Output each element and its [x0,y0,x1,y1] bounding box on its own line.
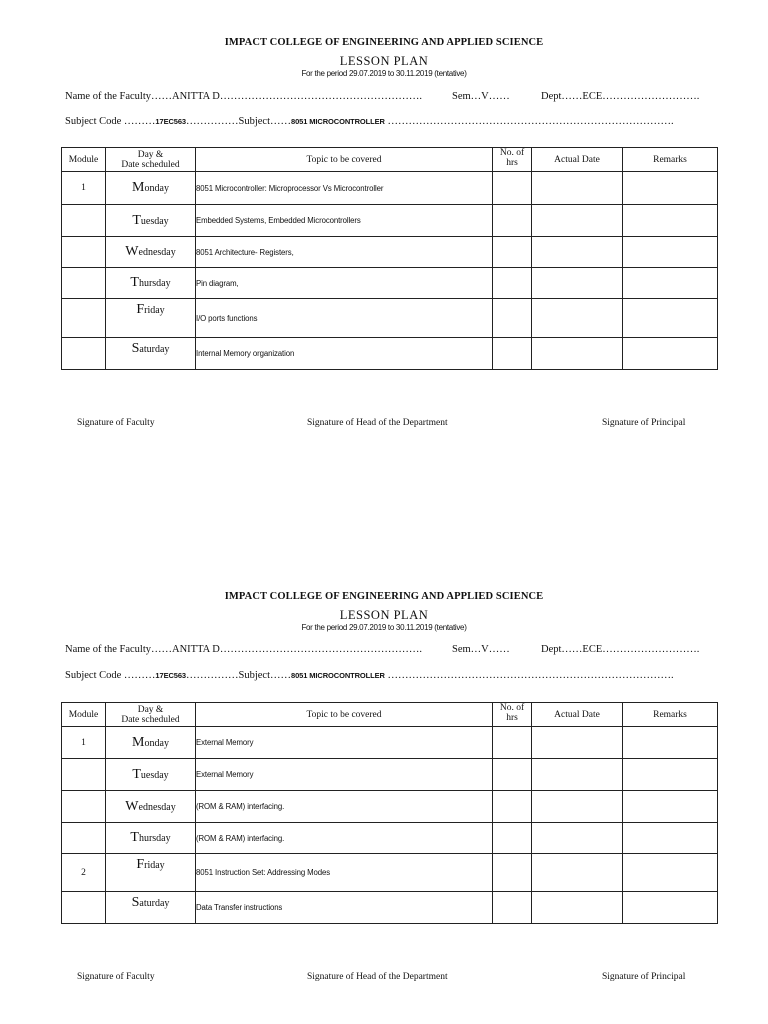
faculty-label: Name of the Faculty [65,91,152,102]
actual-date-cell [532,759,623,791]
signature-faculty: Signature of Faculty [77,418,155,428]
day-cell: Thursday [106,823,196,854]
hrs-cell [493,237,532,268]
hrs-cell [493,854,532,892]
module-cell [62,338,106,370]
actual-date-cell [532,205,623,237]
hrs-cell [493,205,532,237]
hrs-cell [493,823,532,854]
topic-cell: 8051 Architecture- Registers, [196,237,493,268]
col-topic: Topic to be covered [196,703,493,727]
table-row [62,172,718,205]
remarks-cell [623,791,718,823]
day-cell: Tuesday [106,205,196,237]
faculty-label: Name of the Faculty [65,644,152,655]
subject-line: Subject Code ………17EC563……………Subject……8051 MICROCONTROLLER ………………………………………………………………………. [65,670,674,681]
module-cell [62,205,106,237]
table-row [62,759,718,791]
day-cell: Friday [106,299,196,338]
subject-line: Subject Code ………17EC563……………Subject……8051 MICROCONTROLLER ………………………………………………………………………. [65,116,674,127]
actual-date-cell [532,823,623,854]
col-module: Module [62,148,106,172]
col-remarks: Remarks [623,148,718,172]
day-cell: Friday [106,854,196,892]
module-cell [62,892,106,924]
topic-cell: Pin diagram, [196,268,493,299]
table-header-row [62,148,718,172]
topic-cell: External Memory [196,759,493,791]
module-cell: 2 [62,854,106,892]
actual-date-cell [532,237,623,268]
dept-line: Dept……ECE………………………. [541,644,700,655]
col-remarks: Remarks [623,703,718,727]
dept-label: Dept [541,644,562,655]
subject-code-value: 17EC563 [155,671,186,680]
topic-cell: (ROM & RAM) interfacing. [196,791,493,823]
col-module: Module [62,703,106,727]
sem-value: V [481,644,489,655]
actual-date-cell [532,727,623,759]
remarks-cell [623,892,718,924]
hrs-cell [493,727,532,759]
hrs-cell [493,338,532,370]
hrs-cell [493,759,532,791]
dept-line: Dept……ECE………………………. [541,91,700,102]
topic-cell: External Memory [196,727,493,759]
remarks-cell [623,727,718,759]
faculty-value: ANITTA D [172,91,220,102]
day-cell: Wednesday [106,791,196,823]
topic-cell: 8051 Microcontroller: Microprocessor Vs Microcontroller [196,172,493,205]
col-topic: Topic to be covered [196,148,493,172]
subject-label: Subject [238,670,270,681]
remarks-cell [623,759,718,791]
college-name: IMPACT COLLEGE OF ENGINEERING AND APPLIED SCIENCE [224,37,544,48]
signature-hod: Signature of Head of the Department [307,972,448,982]
day-cell: Monday [106,727,196,759]
period-line: For the period 29.07.2019 to 30.11.2019 (tentative) [301,69,467,78]
actual-date-cell [532,338,623,370]
module-cell [62,791,106,823]
module-cell: 1 [62,172,106,205]
module-cell [62,823,106,854]
sem-line: Sem…V…… [452,91,510,102]
dept-value: ECE [582,644,603,655]
signature-principal: Signature of Principal [602,972,686,982]
table-row [62,727,718,759]
sem-label: Sem [452,91,471,102]
subject-code-value: 17EC563 [155,117,186,126]
topic-cell: Internal Memory organization [196,338,493,370]
table-row [62,268,718,299]
document-title: LESSON PLAN [339,608,429,622]
topic-cell: Embedded Systems, Embedded Microcontrollers [196,205,493,237]
col-actual-date: Actual Date [532,703,623,727]
table-row [62,237,718,268]
subject-label: Subject [238,116,270,127]
sem-label: Sem [452,644,471,655]
subject-value: 8051 MICROCONTROLLER [291,117,385,126]
remarks-cell [623,237,718,268]
module-cell [62,299,106,338]
lesson-plan-table [61,147,718,370]
subject-code-label: Subject Code [65,116,122,127]
sem-value: V [481,91,489,102]
table-header-row [62,703,718,727]
module-cell: 1 [62,727,106,759]
lesson-plan-table [61,702,718,924]
hrs-cell [493,892,532,924]
hrs-cell [493,172,532,205]
topic-cell: 8051 Instruction Set: Addressing Modes [196,854,493,892]
day-cell: Saturday [106,338,196,370]
remarks-cell [623,299,718,338]
signature-faculty: Signature of Faculty [77,972,155,982]
remarks-cell [623,268,718,299]
actual-date-cell [532,854,623,892]
document-title: LESSON PLAN [339,54,429,68]
remarks-cell [623,172,718,205]
faculty-value: ANITTA D [172,644,220,655]
remarks-cell [623,205,718,237]
hrs-cell [493,791,532,823]
table-row [62,823,718,854]
college-name: IMPACT COLLEGE OF ENGINEERING AND APPLIED SCIENCE [224,591,544,602]
col-hrs: No. of hrs [493,148,532,172]
signature-principal: Signature of Principal [602,418,686,428]
dept-label: Dept [541,91,562,102]
col-hrs: No. of hrs [493,703,532,727]
module-cell [62,759,106,791]
actual-date-cell [532,268,623,299]
table-row [62,791,718,823]
remarks-cell [623,823,718,854]
table-row [62,205,718,237]
actual-date-cell [532,299,623,338]
col-actual-date: Actual Date [532,148,623,172]
subject-value: 8051 MICROCONTROLLER [291,671,385,680]
topic-cell: Data Transfer instructions [196,892,493,924]
module-cell [62,268,106,299]
hrs-cell [493,299,532,338]
day-cell: Monday [106,172,196,205]
module-cell [62,237,106,268]
day-cell: Thursday [106,268,196,299]
hrs-cell [493,268,532,299]
col-day: Day & Date scheduled [106,148,196,172]
table-row [62,338,718,370]
table-row [62,892,718,924]
day-cell: Tuesday [106,759,196,791]
table-row [62,854,718,892]
faculty-line: Name of the Faculty……ANITTA D…………………………………………………. [65,91,423,102]
col-day: Day & Date scheduled [106,703,196,727]
actual-date-cell [532,172,623,205]
faculty-line: Name of the Faculty……ANITTA D…………………………………………………. [65,644,423,655]
sem-line: Sem…V…… [452,644,510,655]
period-line: For the period 29.07.2019 to 30.11.2019 (tentative) [301,623,467,632]
actual-date-cell [532,791,623,823]
topic-cell: (ROM & RAM) interfacing. [196,823,493,854]
remarks-cell [623,854,718,892]
topic-cell: I/O ports functions [196,299,493,338]
dept-value: ECE [582,91,603,102]
day-cell: Saturday [106,892,196,924]
remarks-cell [623,338,718,370]
subject-code-label: Subject Code [65,670,122,681]
day-cell: Wednesday [106,237,196,268]
table-row [62,299,718,338]
actual-date-cell [532,892,623,924]
signature-hod: Signature of Head of the Department [307,418,448,428]
